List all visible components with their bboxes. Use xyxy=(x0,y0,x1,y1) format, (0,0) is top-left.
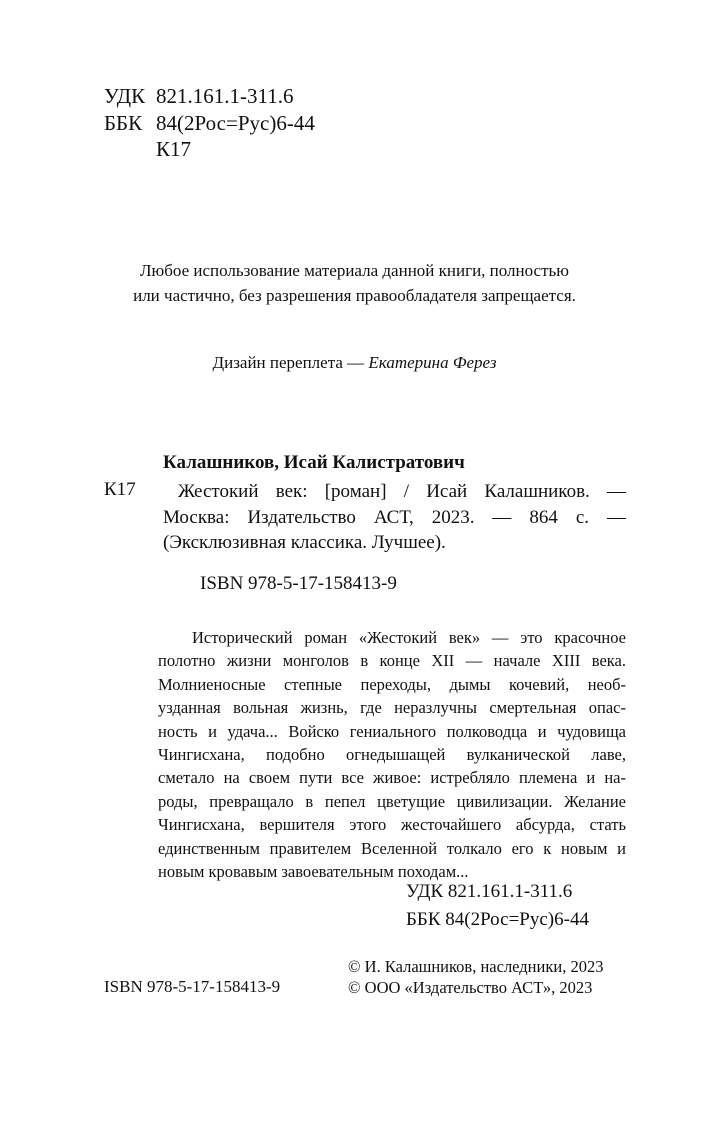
rights-notice-line-1: Любое использование материала данной книги, полностью xyxy=(140,261,569,280)
annotation-line: полотно жизни монголов в конце XII — начале XIII века. xyxy=(158,651,626,671)
catalog-line-1: Жестокий век: [роман] / Исай Калашников. — xyxy=(178,481,626,502)
annotation-line: сметало на своем пути все живое: истребляло племена и на- xyxy=(158,768,626,788)
udk-value: 821.161.1-311.6 xyxy=(156,84,294,108)
catalog-line-2: Москва: Издательство АСТ, 2023. — 864 с. — xyxy=(163,506,626,528)
rights-notice-line-2: или частично, без разрешения правообладателя запрещается. xyxy=(133,286,576,305)
footer-udk: УДК 821.161.1-311.6 xyxy=(406,881,573,902)
catalog-description xyxy=(163,479,626,556)
cover-design-credit xyxy=(0,350,709,375)
catalog-author-heading: Калашников, Исай Калистратович xyxy=(163,452,465,473)
cover-designer-name: Екатерина Ферез xyxy=(368,353,497,372)
annotation-paragraph xyxy=(158,626,626,883)
bbk-value: 84(2Рос=Рус)6-44 xyxy=(156,111,315,135)
footer-isbn: ISBN 978-5-17-158413-9 xyxy=(104,977,281,996)
annotation-line: узданная вольная жизнь, где неразлучны смертельная опас- xyxy=(158,698,626,718)
rights-notice xyxy=(0,258,709,308)
catalog-author-mark: К17 xyxy=(104,479,136,500)
udk-label: УДК xyxy=(104,84,146,108)
annotation-line: ность и удача... Войско гениального полководца и чудовища xyxy=(158,721,626,741)
annotation-line: новым кровавым завоевательным походам... xyxy=(158,862,469,882)
copyright-publisher: © ООО «Издательство АСТ», 2023 xyxy=(348,978,593,997)
udk-header-line xyxy=(104,84,293,108)
catalog-line-3: (Эксклюзивная классика. Лучшее). xyxy=(163,532,446,553)
annotation-line: единственным правителем Вселенной толкало его к новым и xyxy=(158,838,626,858)
bbk-header-line xyxy=(104,111,315,135)
cover-design-prefix: Дизайн переплета — xyxy=(212,353,369,372)
annotation-line: Молниеносные степные переходы, дымы кочевий, необ- xyxy=(158,674,626,694)
footer-codes xyxy=(406,878,589,934)
copyright-author: © И. Калашников, наследники, 2023 xyxy=(348,957,604,976)
annotation-line: Чингисхана, подобно огнедышащей вулканической лаве, xyxy=(158,745,626,765)
author-mark-header: К17 xyxy=(156,137,192,161)
catalog-isbn: ISBN 978-5-17-158413-9 xyxy=(200,573,397,594)
footer-bbk: ББК 84(2Рос=Рус)6-44 xyxy=(406,909,589,930)
annotation-line: Чингисхана, вершителя этого жесточайшего абсурда, стать xyxy=(158,815,626,835)
annotation-line: Исторический роман «Жестокий век» — это красочное xyxy=(192,628,626,647)
bbk-label: ББК xyxy=(104,111,143,135)
annotation-line: роды, превращало в пепел цветущие цивилизации. Желание xyxy=(158,791,626,811)
